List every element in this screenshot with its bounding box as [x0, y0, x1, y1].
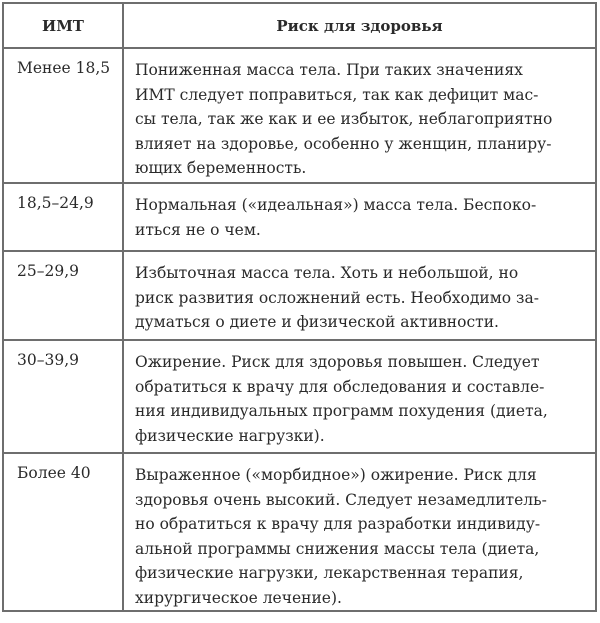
risk-line: ИМТ следует поправиться, так как дефицит мас-: [135, 85, 539, 104]
table-row: [3, 251, 596, 340]
risk-line: Нормальная («идеальная») масса тела. Беспоко-: [135, 196, 537, 214]
table-row: [3, 340, 596, 453]
risk-line: влияет на здоровье, особенно у женщин, планиру-: [135, 134, 552, 153]
bmi-cell: [3, 251, 123, 340]
risk-line: иться не о чем.: [135, 220, 261, 239]
risk-cell: [123, 251, 596, 340]
bmi-cell: [3, 340, 123, 453]
risk-description: [124, 341, 595, 448]
bmi-value: Более 40: [17, 464, 91, 482]
risk-line: физические нагрузки, лекарственная терапия,: [135, 564, 524, 582]
bmi-cell: [3, 453, 123, 611]
risk-cell: [123, 183, 596, 251]
bmi-risk-table: [2, 2, 597, 612]
column-header-health-risk: Риск для здоровья: [123, 3, 596, 48]
risk-line: думаться о диете и физической активности.: [135, 313, 499, 331]
table-row: [3, 48, 596, 183]
risk-description: [124, 454, 595, 610]
risk-line: физические нагрузки).: [135, 426, 325, 445]
risk-line: риск развития осложнений есть. Необходимо за-: [135, 288, 539, 307]
risk-line: Выраженное («морбидное») ожирение. Риск для: [135, 466, 537, 484]
table-header-row: [3, 3, 596, 48]
table-row: [3, 183, 596, 251]
risk-line: альной программы снижения массы тела (диета,: [135, 539, 540, 558]
risk-cell: [123, 48, 596, 183]
bmi-value: 30–39,9: [17, 351, 79, 369]
bmi-value: 18,5–24,9: [17, 194, 94, 212]
risk-cell: [123, 453, 596, 611]
risk-line: но обратиться к врачу для разработки индивиду-: [135, 515, 541, 533]
risk-description: [124, 184, 595, 242]
risk-line: Пониженная масса тела. При таких значениях: [135, 61, 523, 79]
risk-line: сы тела, так же как и ее избыток, неблагоприятно: [135, 110, 553, 128]
risk-line: Ожирение. Риск для здоровья повышен. Следует: [135, 353, 540, 371]
risk-line: Избыточная масса тела. Хоть и небольшой, но: [135, 264, 519, 282]
bmi-cell: [3, 183, 123, 251]
risk-description: [124, 252, 595, 335]
risk-description: [124, 49, 595, 181]
bmi-cell: [3, 48, 123, 183]
risk-line: здоровья очень высокий. Следует незамедлитель-: [135, 490, 547, 509]
table-row: [3, 453, 596, 611]
risk-line: ния индивидуальных программ похудения (диета,: [135, 402, 548, 420]
risk-line: хирургическое лечение).: [135, 588, 342, 607]
risk-line: обратиться к врачу для обследования и составле-: [135, 377, 545, 396]
risk-line: ющих беременность.: [135, 159, 307, 177]
column-header-bmi: ИМТ: [3, 3, 123, 48]
risk-cell: [123, 340, 596, 453]
bmi-value: 25–29,9: [17, 262, 79, 280]
bmi-value: Менее 18,5: [17, 59, 111, 77]
